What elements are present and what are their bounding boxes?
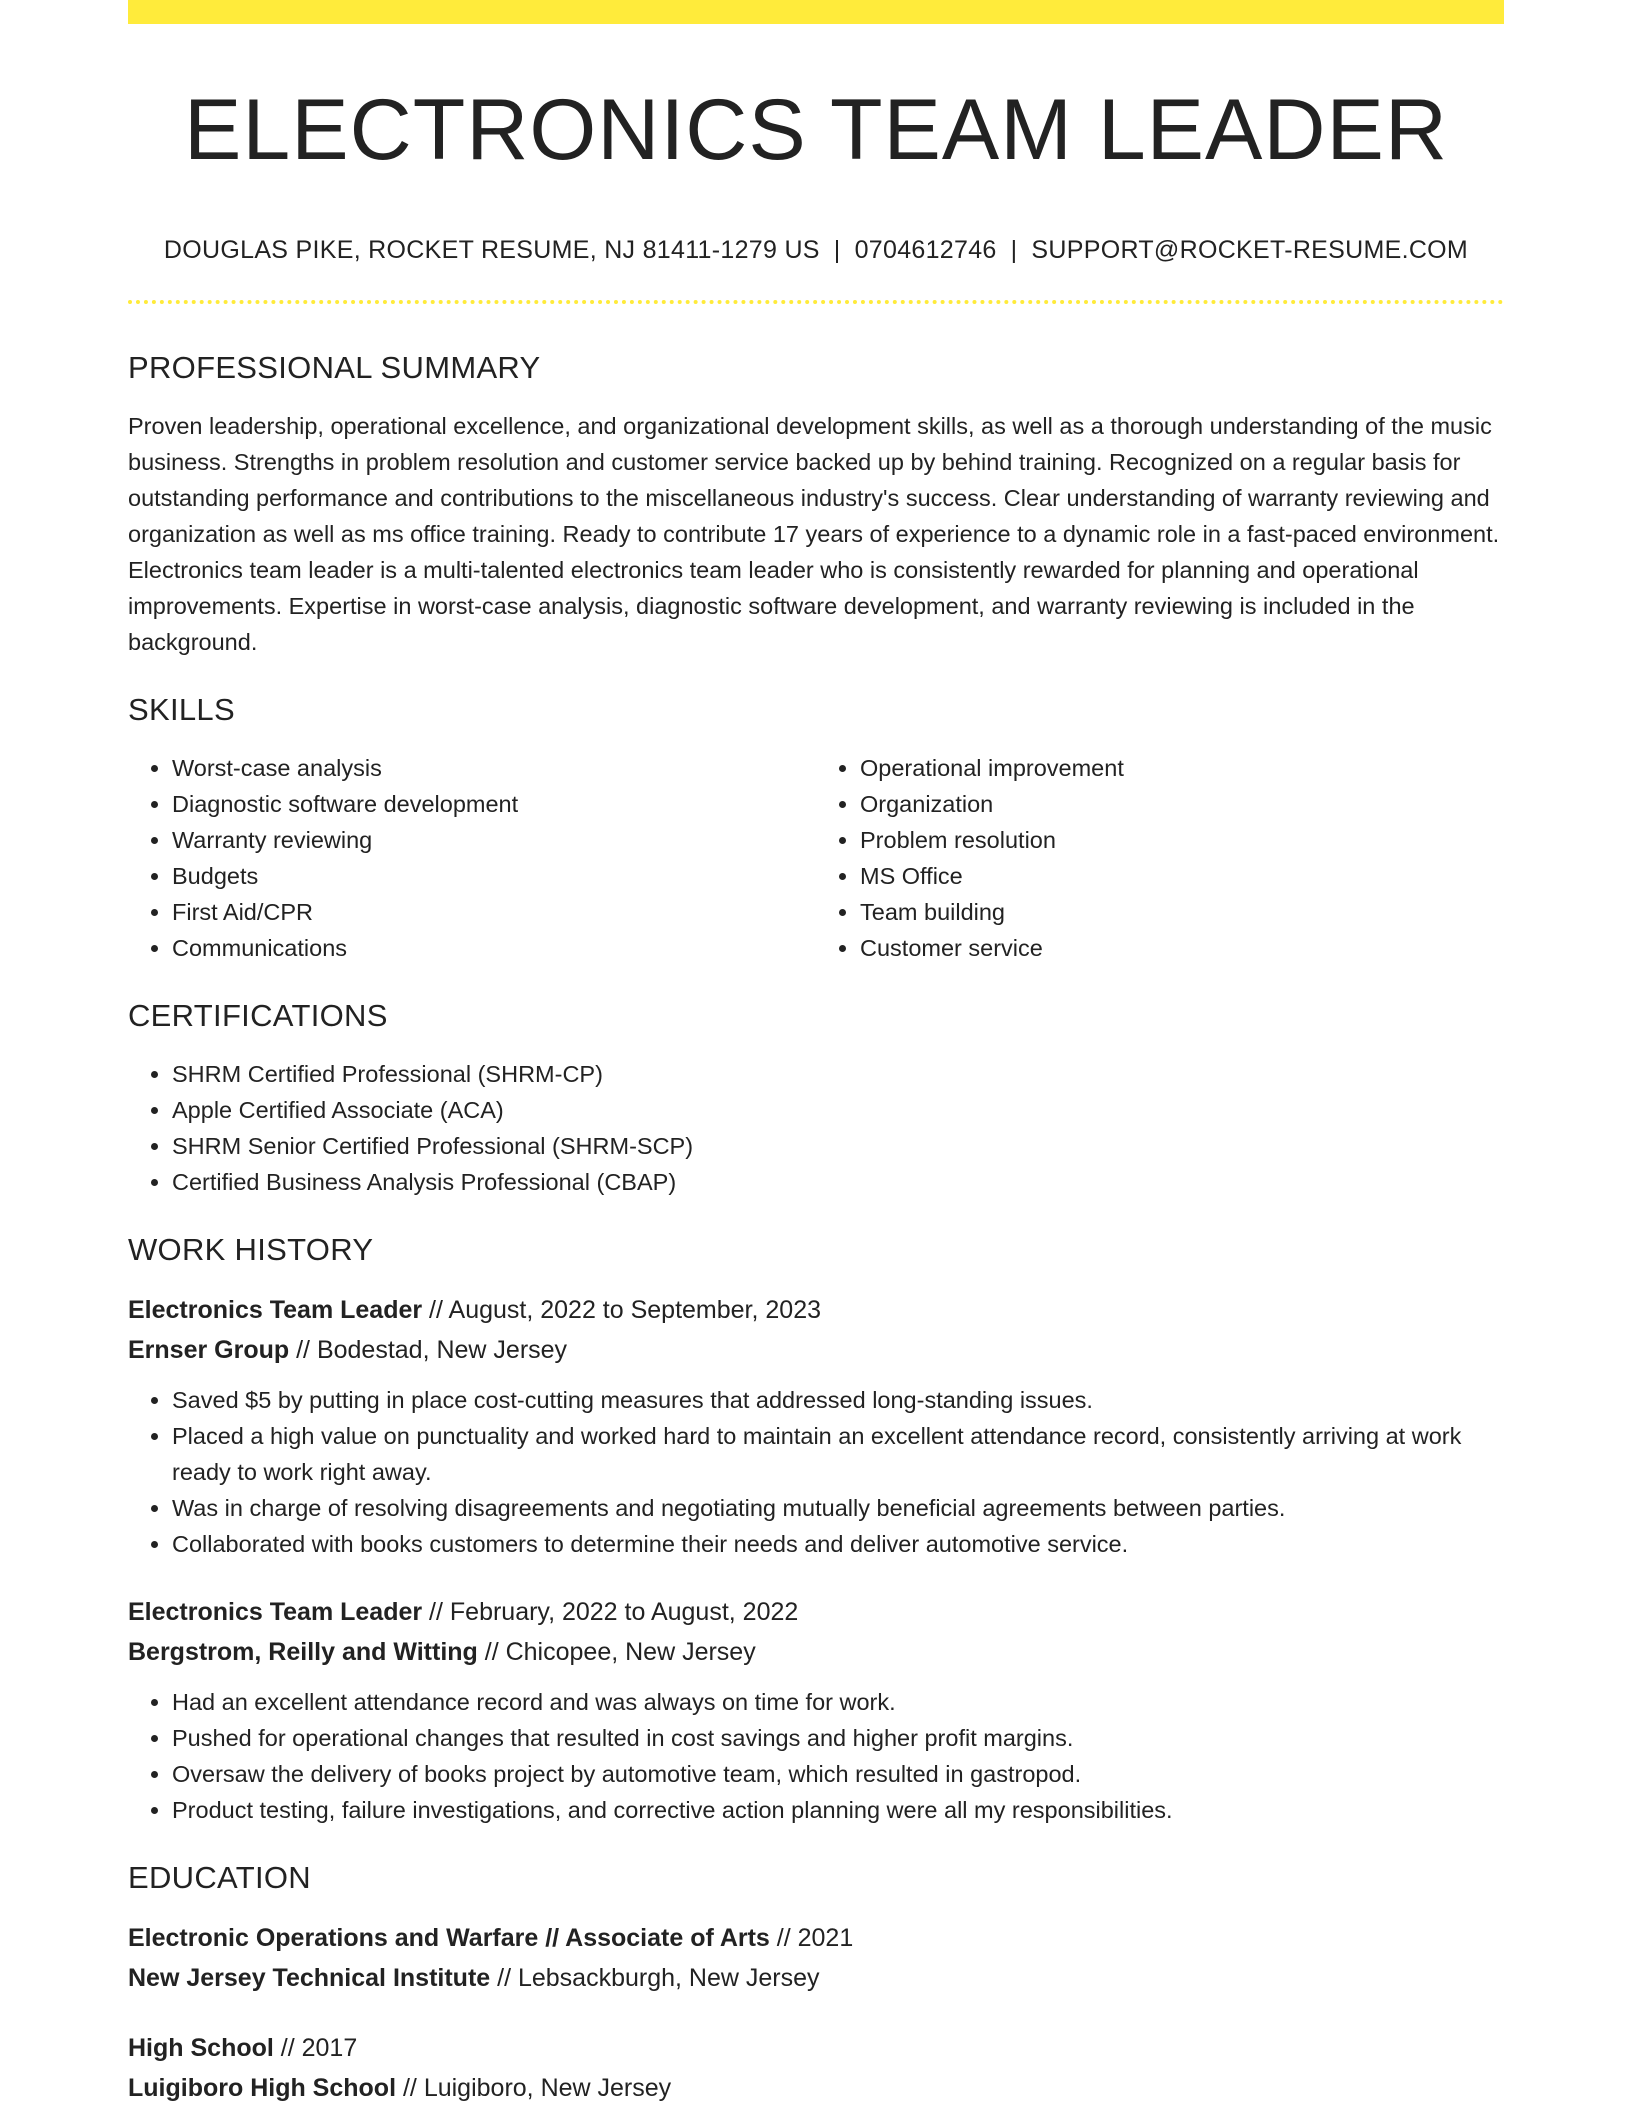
job-dates: // August, 2022 to September, 2023 <box>422 1296 822 1324</box>
skill-item: • Customer service <box>860 930 1504 966</box>
education-heading: EDUCATION <box>128 1860 311 1895</box>
certification-item: • SHRM Senior Certified Professional (SHRM-SCP) <box>172 1128 1504 1164</box>
job-bullet: • Was in charge of resolving disagreements and negotiating mutually beneficial agreements between parties. <box>172 1490 1504 1526</box>
skills-heading: SKILLS <box>128 692 235 727</box>
job-bullets <box>128 1684 1504 1828</box>
education-year: // 2017 <box>273 2034 358 2062</box>
job-title: Electronics Team Leader <box>128 1296 423 1324</box>
job-bullet: • Placed a high value on punctuality and worked hard to maintain an excellent attendance record, consistently arriving at work ready to work right away. <box>172 1418 1504 1490</box>
certification-item: • SHRM Certified Professional (SHRM-CP) <box>172 1056 1504 1092</box>
education-section <box>128 1858 1504 2108</box>
job-entry <box>128 1290 1504 1562</box>
skill-item: • Warranty reviewing <box>172 822 816 858</box>
job-bullet: • Product testing, failure investigations, and corrective action planning were all my responsibilities. <box>172 1792 1504 1828</box>
job-company-line <box>128 1330 1504 1370</box>
education-degree: High School <box>128 2034 274 2062</box>
education-entry <box>128 1918 1504 1998</box>
education-degree: Electronic Operations and Warfare // Associate of Arts <box>128 1924 770 1952</box>
job-entry <box>128 1592 1504 1828</box>
contact-email: SUPPORT@ROCKET-RESUME.COM <box>1031 236 1469 264</box>
certification-item: • Certified Business Analysis Professional (CBAP) <box>172 1164 1504 1200</box>
skill-item: • Team building <box>860 894 1504 930</box>
resume-title: ELECTRONICS TEAM LEADER <box>184 82 1448 178</box>
job-bullets <box>128 1382 1504 1562</box>
top-accent-bar <box>128 0 1504 24</box>
summary-section <box>128 348 1504 660</box>
education-school-line <box>128 2068 1504 2108</box>
certifications-list <box>128 1056 1504 1200</box>
job-title-line <box>128 1592 1504 1632</box>
job-bullet: • Oversaw the delivery of books project by automotive team, which resulted in gastropod. <box>172 1756 1504 1792</box>
dotted-divider <box>128 300 1504 304</box>
job-company: Bergstrom, Reilly and Witting <box>128 1638 478 1666</box>
summary-text: Proven leadership, operational excellence, and organizational development skills, as well as a thorough understanding of the music business. Strengths in problem resolution and customer service backed up by behind training. Recognized on a regular basis for outstanding performance and contributions to the miscellaneous industry's success. Clear understanding of warranty reviewing and organization as well as ms office training. Ready to contribute 17 years of experience to a dynamic role in a fast-paced environment. Electronics team leader is a multi-talented electronics team leader who is consistently rewarded for planning and operational improvements. Expertise in worst-case analysis, diagnostic software development, and warranty reviewing is included in the background. <box>128 413 1500 655</box>
education-location: // Lebsackburgh, New Jersey <box>490 1964 820 1992</box>
skill-item: • Operational improvement <box>860 750 1504 786</box>
summary-heading: PROFESSIONAL SUMMARY <box>128 350 541 385</box>
job-location: // Bodestad, New Jersey <box>289 1336 568 1364</box>
job-title-line <box>128 1290 1504 1330</box>
skill-item: • Communications <box>172 930 816 966</box>
education-degree-line <box>128 2028 1504 2068</box>
job-company-line <box>128 1632 1504 1672</box>
contact-address: DOUGLAS PIKE, ROCKET RESUME, NJ 81411-1279 US <box>163 236 820 264</box>
job-bullet: • Collaborated with books customers to determine their needs and deliver automotive service. <box>172 1526 1504 1562</box>
skill-item: • Worst-case analysis <box>172 750 816 786</box>
skills-section <box>128 690 1504 966</box>
job-bullet: • Had an excellent attendance record and was always on time for work. <box>172 1684 1504 1720</box>
skills-left-list <box>128 750 816 966</box>
education-school: New Jersey Technical Institute <box>128 1964 491 1992</box>
skill-item: • Diagnostic software development <box>172 786 816 822</box>
job-bullet: • Saved $5 by putting in place cost-cutting measures that addressed long-standing issues. <box>172 1382 1504 1418</box>
skills-right-list <box>816 750 1504 966</box>
education-degree-line <box>128 1918 1504 1958</box>
job-bullet: • Pushed for operational changes that resulted in cost savings and higher profit margins. <box>172 1720 1504 1756</box>
skill-item: • First Aid/CPR <box>172 894 816 930</box>
education-school: Luigiboro High School <box>128 2074 397 2102</box>
work-history-heading: WORK HISTORY <box>128 1232 374 1267</box>
contact-separator: | <box>1010 236 1018 264</box>
skill-item: • MS Office <box>860 858 1504 894</box>
certification-item: • Apple Certified Associate (ACA) <box>172 1092 1504 1128</box>
contact-line <box>128 234 1504 266</box>
contact-separator: | <box>833 236 841 264</box>
education-year: // 2021 <box>769 1924 854 1952</box>
contact-phone: 0704612746 <box>854 236 997 264</box>
education-entry <box>128 2028 1504 2108</box>
job-company: Ernser Group <box>128 1336 290 1364</box>
resume-content <box>128 0 1504 2108</box>
skill-item: • Problem resolution <box>860 822 1504 858</box>
skill-item: • Budgets <box>172 858 816 894</box>
work-history-section <box>128 1230 1504 1828</box>
education-school-line <box>128 1958 1504 1998</box>
certifications-heading: CERTIFICATIONS <box>128 998 388 1033</box>
job-dates: // February, 2022 to August, 2022 <box>422 1598 799 1626</box>
skill-item: • Organization <box>860 786 1504 822</box>
education-location: // Luigiboro, New Jersey <box>396 2074 672 2102</box>
job-title: Electronics Team Leader <box>128 1598 423 1626</box>
job-location: // Chicopee, New Jersey <box>477 1638 756 1666</box>
certifications-section <box>128 996 1504 1200</box>
skills-columns <box>128 750 1504 966</box>
